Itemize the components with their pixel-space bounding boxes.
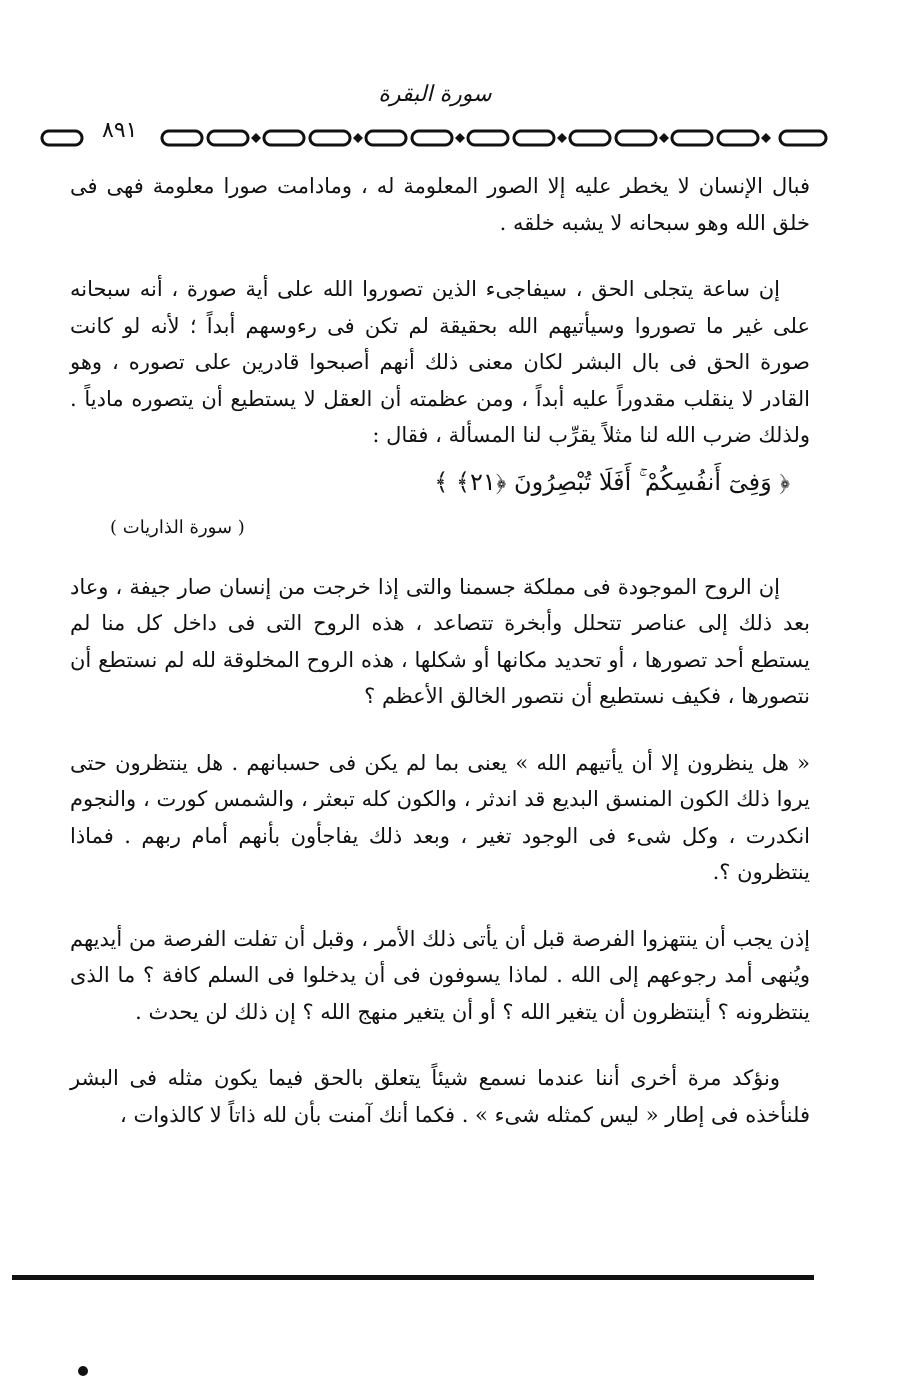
quran-verse: ﴿ وَفِىٓ أَنفُسِكُمْ ۚ أَفَلَا تُبْصِرُونَ ﴿٢١﴾ ﴾ — [434, 467, 790, 496]
page-number: ٨٩١ — [98, 118, 141, 143]
paragraph: إن الروح الموجودة فى مملكة جسمنا والتى إذا خرجت من إنسان صار جيفة ، وعاد بعد ذلك إلى عناصر تتحلل وأبخرة تتصاعد ، هذه الروح التى فى داخل كل منا لم يستطع أحد تصورها ، أو تحديد مكانها أو شكلها ، هذه الروح المخلوقة لله لم نستطع أن نتصورها ، فكيف نستطيع أن نتصور الخالق الأعظم ؟ — [70, 574, 810, 708]
paragraph: ونؤكد مرة أخرى أننا عندما نسمع شيئاً يتعلق بالحق فيما يكون مثله فى البشر فلنأخذه فى إطار « ليس كمثله شىء » . فكما أنك آمنت بأن لله ذاتاً لا كالذوات ، — [70, 1066, 810, 1127]
paragraph: « هل ينظرون إلا أن يأتيهم الله » يعنى بما لم يكن فى حسبانهم . هل ينتظرون حتى يروا ذلك الكون المنسق البديع قد اندثر ، والكون كله تبعثر ، والشمس كورت ، والنجوم انكدرت ، وكل شىء فى الوجود تغير ، وبعد ذلك يفاجأون بأنهم أمام ربهم . فماذا ينتظرون ؟. — [70, 750, 810, 884]
header-ornament-border — [40, 128, 830, 148]
page-body — [70, 168, 810, 1163]
paragraph: فبال الإنسان لا يخطر عليه إلا الصور المعلومة له ، ومادامت صورا معلومة فهى فى خلق الله وهو سبحانه لا يشبه خلقه . — [70, 174, 810, 235]
page-header — [40, 82, 830, 152]
paragraph: إن ساعة يتجلى الحق ، سيفاجىء الذين تصوروا الله على أية صورة ، أنه سبحانه على غير ما تصوروا وسيأتيهم الله بحقيقة لم تكن فى رءوسهم أبداً ؛ لأنه لو كانت صورة الحق فى بال البشر لكان معنى ذلك أنهم أصبحوا قادرين على تصوره ، وهو القادر لا ينقلب مقدوراً عليه أبداً ، ومن عظمته أن العقل لا يستطيع أن يتصوره مادياً . ولذلك ضرب الله لنا مثلاً يقرِّب لنا المسألة ، فقال : — [70, 277, 810, 447]
verse-reference: ( سورة الذاريات ) — [110, 517, 245, 538]
paragraph: إذن يجب أن ينتهزوا الفرصة قبل أن يأتى ذلك الأمر ، وقبل أن تفلت الفرصة من أيديهم ويُنهى أمد رجوعهم إلى الله . لماذا يسوفون فى أن يدخلوا فى السلم كافة ؟ ما الذى ينتظرونه ؟ أينتظرون أن يتغير الله ؟ أو أن يتغير منهج الله ؟ إن ذلك لن يحدث . — [70, 926, 810, 1024]
surah-title: سورة البقرة — [378, 82, 492, 107]
page-corner-mark — [78, 1366, 88, 1376]
bottom-divider — [12, 1275, 814, 1280]
